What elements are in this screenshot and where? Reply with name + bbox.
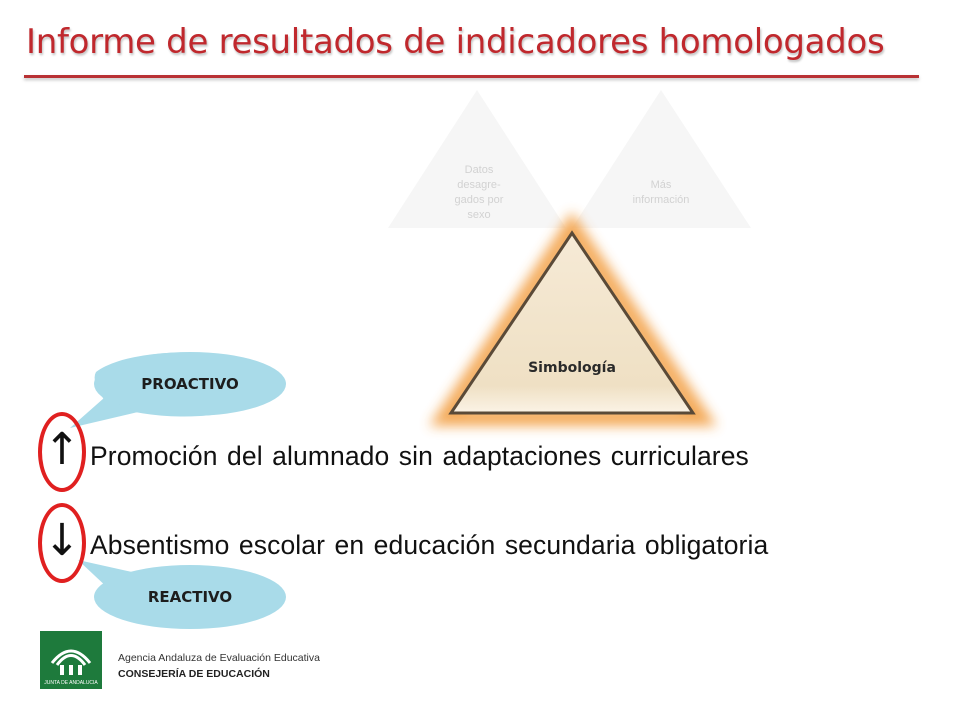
triangle-left-label: Datos desagre-gados por sexo [454, 164, 504, 221]
down-arrow-icon: ↓ [43, 515, 81, 566]
slide-title: Informe de resultados de indicadores homologados [26, 22, 885, 62]
down-arrow-ring [38, 503, 86, 583]
up-arrow-icon: ↑ [43, 424, 81, 475]
triangle-right-label: Más información [632, 179, 690, 206]
svg-text:JUNTA DE ANDALUCIA: JUNTA DE ANDALUCIA [44, 680, 98, 686]
department-name: CONSEJERÍA DE EDUCACIÓN [118, 668, 270, 680]
reactive-callout-label: REACTIVO [147, 588, 233, 606]
indicator-reactive: Absentismo escolar en educación secundaria obligatoria [90, 530, 769, 560]
indicator-proactive: Promoción del alumnado sin adaptaciones curriculares [90, 441, 749, 471]
triangle-center-label: Simbología [528, 360, 616, 376]
junta-andalucia-logo [40, 631, 102, 689]
proactive-callout-label: PROACTIVO [141, 375, 239, 393]
agency-name: Agencia Andaluza de Evaluación Educativa [118, 652, 320, 664]
junta-logo-emblem-icon [40, 631, 102, 689]
up-arrow-ring [38, 412, 86, 492]
